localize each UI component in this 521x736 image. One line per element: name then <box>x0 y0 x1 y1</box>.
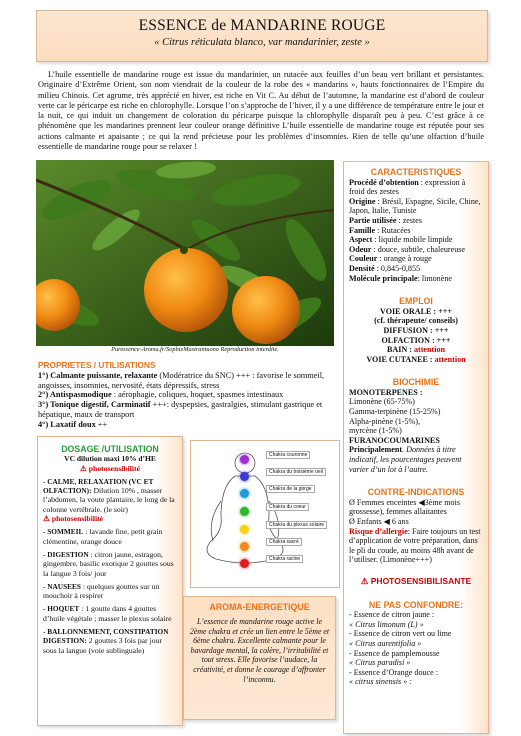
usage-skin-value: attention <box>434 354 466 364</box>
characteristic-item <box>349 235 483 245</box>
aroma-heading: AROMA-ENERGETIQUE <box>209 602 310 612</box>
chakra-dot <box>240 525 249 534</box>
chakra-label: Chakra du troisième oeil <box>266 468 326 476</box>
page-title: ESSENCE de MANDARINE ROUGE <box>138 17 386 34</box>
characteristic-key: Molécule principale <box>349 273 418 283</box>
contraindication-item: Ø Enfants ◀ 6 ans <box>349 517 409 526</box>
chakra-label: Chakra du coeur <box>266 503 309 511</box>
characteristic-item <box>349 216 483 226</box>
chakra-label: Chakra racine <box>266 555 303 563</box>
photosensitizing-warning: ⚠ PHOTOSENSIBILISANTE <box>360 575 472 586</box>
photosensitizing-section <box>344 573 488 591</box>
dosage-heading: DOSAGE /UTILISATION <box>61 444 159 454</box>
chakra-dot <box>240 489 249 498</box>
characteristic-key: Famille <box>349 225 376 235</box>
confusion-item: - Essence de pamplemousse <box>349 648 440 658</box>
characteristic-key: Densité <box>349 263 375 273</box>
property-item <box>38 420 338 430</box>
chakra-dot <box>240 472 249 481</box>
property-label: 3°) Tonique digestif, Carminatif <box>38 400 151 410</box>
usage-line <box>349 345 483 355</box>
characteristics-heading: CARACTERISTIQUES <box>370 167 462 177</box>
characteristic-value: : Brésil, Espagne, Sicile, Chine, Japon, Italie, Tunisie <box>349 196 481 216</box>
confusion-item: « Citrus paradisi » <box>349 658 411 668</box>
dosage-section-text: 2 gouttes 3 fois par jour sous la langue (voie sublinguale) <box>43 636 162 655</box>
furanocoumarins-label: FURANOCOUMARINES <box>349 435 440 445</box>
chakra-label: Chakra du plexus solaire <box>266 521 327 529</box>
biochemistry-note-key: Principalement <box>349 445 403 455</box>
characteristic-value: : Rutacées <box>375 225 411 235</box>
aroma-text: L’essence de mandarine rouge active le 2ème chakra et crée un lien entre le 5ème et 6ème chakra. Excellente calmante pour le bavardage mental, la colère, l’irritabilité et tout stress. Elle favorise l’audace, la créativité, et donne le courage d’affronter l’inconnu. <box>189 617 330 684</box>
mandarin-tree-illustration <box>36 160 334 346</box>
chakra-dot <box>240 455 249 464</box>
dosage-section-title: - HOQUET <box>43 604 80 614</box>
property-text: : aérophagie, coliques, hoquet, spasmes intestinaux <box>111 390 284 400</box>
dosage-section <box>43 582 177 601</box>
dosage-section <box>43 527 177 546</box>
usage-bath-label: BAIN : <box>386 345 414 355</box>
photosensitivity-warning: ⚠ photosensibilité <box>79 463 141 473</box>
characteristic-key: Partie utilisée <box>349 215 397 225</box>
usage-heading: EMPLOI <box>399 296 433 307</box>
meditation-silhouette <box>191 441 339 587</box>
allergy-risk <box>349 527 483 565</box>
dosage-section-text: : 1 goutte dans 4 gouttes d’huile végétale ; masser le plexus solaire <box>43 604 172 623</box>
intro-paragraph: L’huile essentielle de mandarine rouge est issue du mandarinier, un rutacée aux feuilles d’un beau vert brillant et persistantes. Originaire d’Extrême Orient, son nom viendrait de la couleur de la robe des « mandarins », hauts fonctionnaires de l’Empire du milieu Chinois. Cet agrume, très apprécié en hiver, est riche en Vit C. Au début de l’automne, la mandarine est d’abord de couleur verte car le péricarpe est riche en chlorophylle. Lorsque l’on s’approche de l’hiver, il y a une différence de température entre le jour et la nuit, ce qui induit un changement de coloration du péricarpe puisque la chlorophylle disparaît peu à peu. C’est grâce à ce phénomène que les mandarines prennent leur couleur orange définitive L’huile essentielle de mandarine rouge est réputée pour ses actions calmante et apaisante ; ce qui la rend précieuse pour les problèmes d’insomnies. Rien de telle qu’une olfaction d’huile essentielle de mandarine rouge pour se relaxer ! <box>38 70 484 152</box>
characteristic-key: Aspect <box>349 235 373 245</box>
property-text: (Modératrice du SNC) +++ : favorise le sommeil, angoisses, insomnies, nervosité, états dépressifs, stress <box>38 370 325 390</box>
chakra-label: Chakra couronne <box>266 451 310 459</box>
photo-credit: Puressence-Aroma.fr/SophieMastrantuono Reproduction interdite. <box>111 346 279 353</box>
page-subtitle: « Citrus réticulata blanco, var mandarinier, zeste » <box>154 37 370 48</box>
characteristic-item <box>349 178 483 197</box>
chakra-dot <box>240 559 249 568</box>
dosage-section-title: - CALME, RELAXATION (VC ET OLFACTION): <box>43 476 154 496</box>
molecule-item: myrcène (1-5%) <box>349 426 402 436</box>
do-not-confuse-heading: NE PAS CONFONDRE: <box>368 599 464 610</box>
characteristics-section <box>344 162 488 287</box>
dosage-section-title: - DIGESTION <box>43 549 89 559</box>
characteristic-value: : douce, subtile, chaleureuse <box>371 244 465 254</box>
chakra-label: Chakra de la gorge <box>266 485 315 493</box>
property-label: 2°) Antispasmodique <box>38 390 112 400</box>
dosage-section-text: : quelques gouttes sur un mouchoir à respirer <box>43 581 160 601</box>
confusion-item: - Essence d’Orange douce : <box>349 667 438 677</box>
contraindication-item: Ø Femmes enceintes ◀3ème mois grossesse), femmes allaitantes <box>349 497 460 517</box>
dosage-section-title: - NAUSEES <box>43 581 81 591</box>
dosage-section <box>43 604 177 623</box>
characteristic-item <box>349 274 483 284</box>
do-not-confuse-section <box>344 591 488 691</box>
contraindications-section <box>344 478 488 569</box>
property-text: ++ <box>95 419 108 429</box>
dosage-section-text: : citron jaune, estragon, gingembre, basilic exotique 2 gouttes sous la langue 3 fois/ jour <box>43 549 174 578</box>
title-banner <box>36 10 488 62</box>
dosage-box <box>37 436 183 726</box>
characteristic-key: Origine <box>349 196 376 206</box>
monoterpenes-label: MONOTERPENES : <box>349 387 423 397</box>
characteristic-item <box>349 197 483 216</box>
characteristic-value: : 0,845-0,855 <box>374 263 421 273</box>
dosage-section <box>43 550 177 578</box>
dosage-section <box>43 627 177 655</box>
biochemistry-heading: BIOCHIMIE <box>392 377 440 388</box>
characteristic-item <box>349 245 483 255</box>
chakra-dot <box>240 542 249 551</box>
usage-line: DIFFUSION : +++ <box>383 325 449 335</box>
characteristic-item <box>349 264 483 274</box>
dosage-section-text: : lavande fine, petit grain clémentine, orange douce <box>43 527 163 546</box>
usage-line: VOIE ORALE : +++ <box>380 306 452 316</box>
property-item <box>38 400 338 420</box>
properties-heading: PROPRIETES / UTILISATIONS <box>38 360 156 370</box>
characteristic-item <box>349 226 483 236</box>
molecule-item: Gamma-terpinène (15-25%) <box>349 407 441 417</box>
allergy-risk-text: : Faire toujours un test d’application de votre préparation, dans le pli du coude, au moins 48h avant de l’utiliser. (Limonène+++) <box>349 526 481 565</box>
property-text: +++: dyspepsies, gastralgies, stimulant gastrique et hépatique, maux de transport <box>38 400 323 419</box>
biochemistry-section <box>344 368 488 478</box>
biochemistry-note <box>349 445 483 474</box>
biochemistry-note-text: . Données à titre indicatif, les pourcentages peuvent varier d’un lot à l’autre. <box>349 445 462 474</box>
characteristic-value: : expression à froid des zestes <box>349 177 466 197</box>
characteristic-key: Procédé d’obtention <box>349 177 419 187</box>
property-label: 4°) Laxatif doux <box>38 419 96 429</box>
characteristic-value: : zestes <box>396 215 423 225</box>
allergy-risk-label: Risque d’allergie <box>349 526 408 536</box>
usage-line: OLFACTION : +++ <box>381 335 451 345</box>
property-item <box>38 371 338 391</box>
molecule-item: Limonène (65-75%) <box>349 397 415 407</box>
property-item <box>38 390 338 400</box>
confusion-item: - Essence de citron vert ou lime <box>349 629 452 639</box>
dosage-section-title: - BALLONNEMENT, CONSTIPATION DIGESTION: <box>43 627 169 646</box>
usage-section <box>344 287 488 368</box>
aroma-energetic-box <box>183 596 336 720</box>
photosensitivity-warning: ⚠ photosensibilité <box>43 514 104 524</box>
contraindications-heading: CONTRE-INDICATIONS <box>367 487 465 498</box>
characteristic-key: Odeur <box>349 244 372 254</box>
right-sidebar <box>343 161 489 734</box>
usage-line: (cf. thérapeute/ conseils) <box>374 316 458 326</box>
dosage-dilution: VC dilution maxi 10% d’HE <box>64 454 156 464</box>
confusion-item: « Citrus aurentifolia » <box>349 638 422 648</box>
characteristic-key: Couleur <box>349 254 378 264</box>
confusion-item: - Essence de citron jaune : <box>349 610 435 620</box>
characteristic-value: : orange à rouge <box>377 254 432 264</box>
characteristic-value: : liquide mobile limpide <box>372 235 453 245</box>
chakra-figure <box>190 440 340 588</box>
dosage-section-text: Dilution 10% , masser l’abdomen, la voute plantaire, le long de la colonne vertébrale. (le soir) <box>43 486 175 514</box>
confusion-item: « Citrus limonum (L) » <box>349 619 424 629</box>
properties-section <box>38 361 338 430</box>
chakra-label: Chakra sacré <box>266 538 302 546</box>
characteristic-item <box>349 254 483 264</box>
confusion-item: « citrus sinensis » : <box>349 677 412 687</box>
molecule-item: Alpha-pinène (1-5%), <box>349 416 421 426</box>
usage-bath-value: attention <box>413 345 445 355</box>
dosage-section-title: - SOMMEIL <box>43 527 84 537</box>
usage-line <box>349 355 483 365</box>
usage-skin-label: VOIE CUTANEE : <box>366 354 435 364</box>
property-label: 1°) Calmante puissante, relaxante <box>38 370 158 380</box>
characteristic-value: : limonène <box>417 273 452 283</box>
dosage-section <box>43 477 177 523</box>
chakra-dot <box>240 507 249 516</box>
mandarin-photo <box>36 160 334 346</box>
